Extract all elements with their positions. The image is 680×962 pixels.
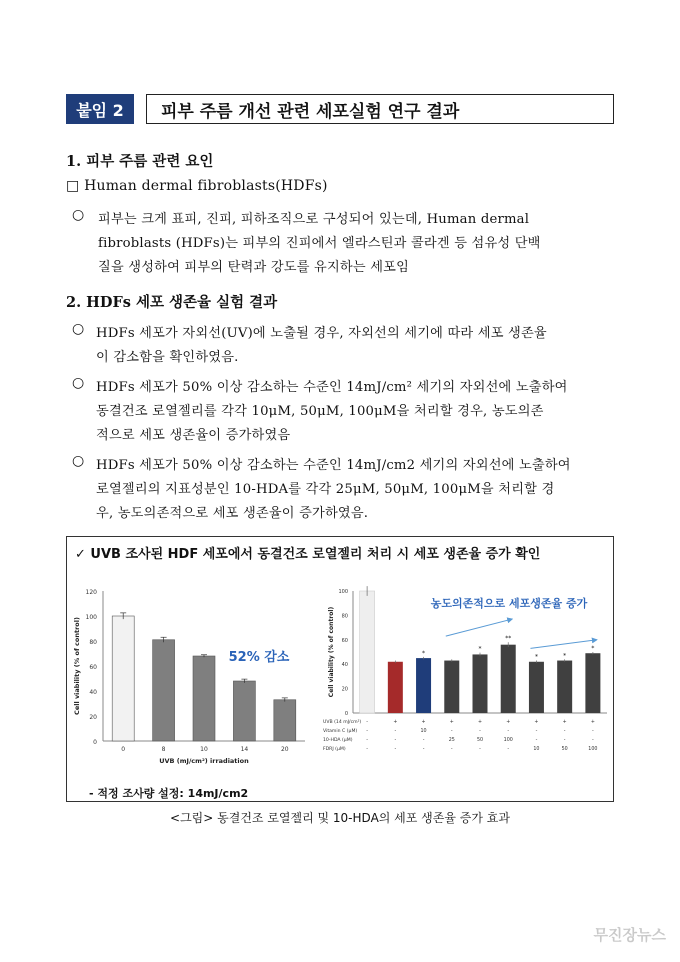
trend-arrow	[446, 619, 512, 636]
y-tick-label: 0	[93, 739, 97, 746]
section2-line: 동결건조 로열젤리를 각각 10μM, 50μM, 100μM을 처리할 경우, 농도의존	[96, 404, 544, 419]
section2-line: 우, 농도의존적으로 세포 생존율이 증가하였음.	[96, 506, 369, 521]
treatment-cell: +	[449, 720, 454, 725]
section2-line: 적으로 세포 생존율이 증가하였음	[96, 428, 291, 443]
bullet-icon: ○	[72, 453, 85, 469]
bar	[360, 591, 375, 713]
treatment-cell: -	[507, 729, 510, 734]
treatment-cell: -	[394, 747, 397, 752]
bullet-icon: ○	[72, 375, 85, 391]
treatment-cell: 50	[476, 738, 484, 743]
section2-line: 로열젤리의 지표성분인 10-HDA를 각각 25μM, 50μM, 100μM을 처리할 경	[96, 482, 555, 497]
hdfs-item: □ Human dermal fibroblasts(HDFs)	[66, 178, 328, 194]
x-tick-label: 14	[240, 746, 249, 753]
result-figure	[66, 536, 614, 802]
bar	[153, 640, 175, 741]
y-tick-label: 60	[89, 664, 97, 671]
significance-mark: *	[534, 653, 538, 661]
treatment-cell: 10	[533, 747, 540, 752]
section1-line: fibroblasts (HDFs)는 피부의 진피에서 엘라스틴과 콜라겐 등 섬유성 단백	[98, 236, 541, 251]
treatment-cell: -	[366, 747, 368, 752]
section1-line: 피부는 크게 표피, 진피, 피하조직으로 구성되어 있는데, Human dermal	[98, 212, 530, 227]
bar	[473, 654, 488, 713]
treatment-cell: +	[477, 720, 483, 725]
y-tick-label: 20	[341, 686, 348, 693]
treatment-cell: -	[394, 729, 397, 734]
section2-line: HDFs 세포가 50% 이상 감소하는 수준인 14mJ/cm² 세기의 자외선에 노출하여	[96, 380, 568, 395]
treatment-cell: +	[562, 720, 567, 725]
treatment-cell: -	[479, 729, 481, 734]
section2-line: 이 감소함을 확인하였음.	[96, 350, 239, 365]
y-tick-label: 0	[344, 711, 348, 717]
treatment-cell: -	[507, 747, 510, 752]
treatment-cell: -	[366, 738, 368, 743]
bar	[193, 656, 215, 741]
y-tick-label: 40	[341, 662, 348, 669]
bar	[557, 661, 572, 713]
figure-caption: <그림> 동결건조 로열젤리 및 10-HDA의 세포 생존율 증가 효과	[170, 811, 510, 825]
treatment-cell: -	[422, 747, 425, 752]
treatment-label: FDRJ (μM)	[323, 747, 346, 752]
treatment-label: Vitamin C (μM)	[323, 729, 358, 734]
treatment-cell: -	[450, 729, 453, 734]
treatment-label: 10-HDA (μM)	[323, 738, 353, 743]
x-tick-label: 10	[200, 746, 208, 753]
treatment-cell: -	[450, 747, 453, 752]
appendix-badge: 붙임 2	[66, 94, 134, 124]
news-watermark: 무진장뉴스	[593, 926, 666, 944]
treatment-cell: 10	[420, 729, 427, 734]
y-tick-label: 120	[85, 589, 97, 596]
bullet-icon: ○	[72, 207, 85, 223]
bar	[233, 681, 255, 741]
treatment-cell: -	[563, 738, 566, 743]
bar	[274, 700, 296, 741]
y-tick-label: 100	[338, 589, 348, 595]
significance-mark: *	[422, 649, 426, 657]
significance-mark: *	[591, 645, 595, 652]
significance-mark: **	[505, 635, 512, 643]
section2-heading: 2. HDFs 세포 생존율 실험 결과	[66, 294, 278, 311]
appendix-header	[66, 94, 614, 124]
treatment-cell: -	[563, 729, 566, 734]
section2-line: HDFs 세포가 자외선(UV)에 노출될 경우, 자외선의 세기에 따라 세포 생존율	[96, 326, 547, 341]
treatment-cell: -	[366, 720, 368, 725]
trend-arrow	[530, 640, 596, 649]
treatment-cell: +	[393, 720, 398, 725]
x-tick-label: 8	[161, 746, 166, 753]
dose-note: - 적정 조사량 설정: 14mJ/cm2	[89, 787, 249, 800]
bar	[529, 662, 544, 713]
section1-heading: 1. 피부 주름 관련 요인	[66, 153, 214, 170]
bar	[444, 661, 459, 713]
section2-line: HDFs 세포가 50% 이상 감소하는 수준인 14mJ/cm2 세기의 자외선에 노출하여	[96, 458, 571, 473]
figure-title: ✓ UVB 조사된 HDF 세포에서 동결건조 로열젤리 처리 시 세포 생존율 증가 확인	[75, 547, 541, 562]
treatment-cell: -	[535, 729, 538, 734]
treatment-cell: +	[506, 720, 511, 725]
treatment-cell: -	[366, 729, 368, 734]
treatment-cell: -	[422, 738, 425, 743]
treatment-viability-chart	[323, 573, 613, 783]
increase-annotation: 농도의존적으로 세포생존율 증가	[430, 597, 588, 610]
bullet-icon: ○	[72, 321, 85, 337]
y-tick-label: 80	[89, 639, 97, 646]
significance-mark: *	[478, 645, 482, 653]
y-tick-label: 60	[341, 637, 348, 644]
treatment-cell: 100	[503, 738, 513, 743]
bar	[416, 658, 431, 713]
x-axis-label: UVB (mJ/cm²) irradiation	[159, 757, 249, 765]
treatment-label: UVB (14 mJ/cm²)	[323, 720, 362, 725]
treatment-cell: 100	[588, 747, 598, 752]
treatment-cell: -	[479, 747, 481, 752]
section1-line: 질을 생성하여 피부의 탄력과 강도를 유지하는 세포임	[98, 260, 410, 275]
treatment-cell: +	[590, 720, 595, 725]
y-tick-label: 20	[89, 714, 97, 721]
bar	[388, 662, 403, 713]
treatment-cell: -	[535, 738, 538, 743]
bar	[112, 616, 134, 741]
decrease-annotation: 52% 감소	[228, 650, 290, 665]
significance-mark: *	[563, 652, 567, 660]
treatment-cell: 25	[448, 738, 455, 743]
treatment-cell: 50	[561, 747, 568, 752]
treatment-cell: -	[592, 738, 594, 743]
bar	[501, 645, 516, 713]
y-axis-label: Cell viability (% of control)	[73, 617, 81, 715]
treatment-cell: +	[534, 720, 539, 725]
y-tick-label: 100	[85, 614, 97, 621]
x-tick-label: 0	[121, 746, 126, 753]
treatment-cell: -	[592, 729, 594, 734]
bar	[585, 653, 600, 713]
treatment-cell: -	[394, 738, 397, 743]
y-tick-label: 80	[341, 613, 348, 620]
y-tick-label: 40	[89, 689, 97, 696]
page-title: 피부 주름 개선 관련 세포실험 연구 결과	[146, 94, 614, 124]
y-axis-label: Cell viability (% of control)	[328, 606, 335, 698]
treatment-cell: +	[421, 720, 426, 725]
uvb-viability-chart	[69, 581, 319, 781]
x-tick-label: 20	[280, 746, 289, 753]
